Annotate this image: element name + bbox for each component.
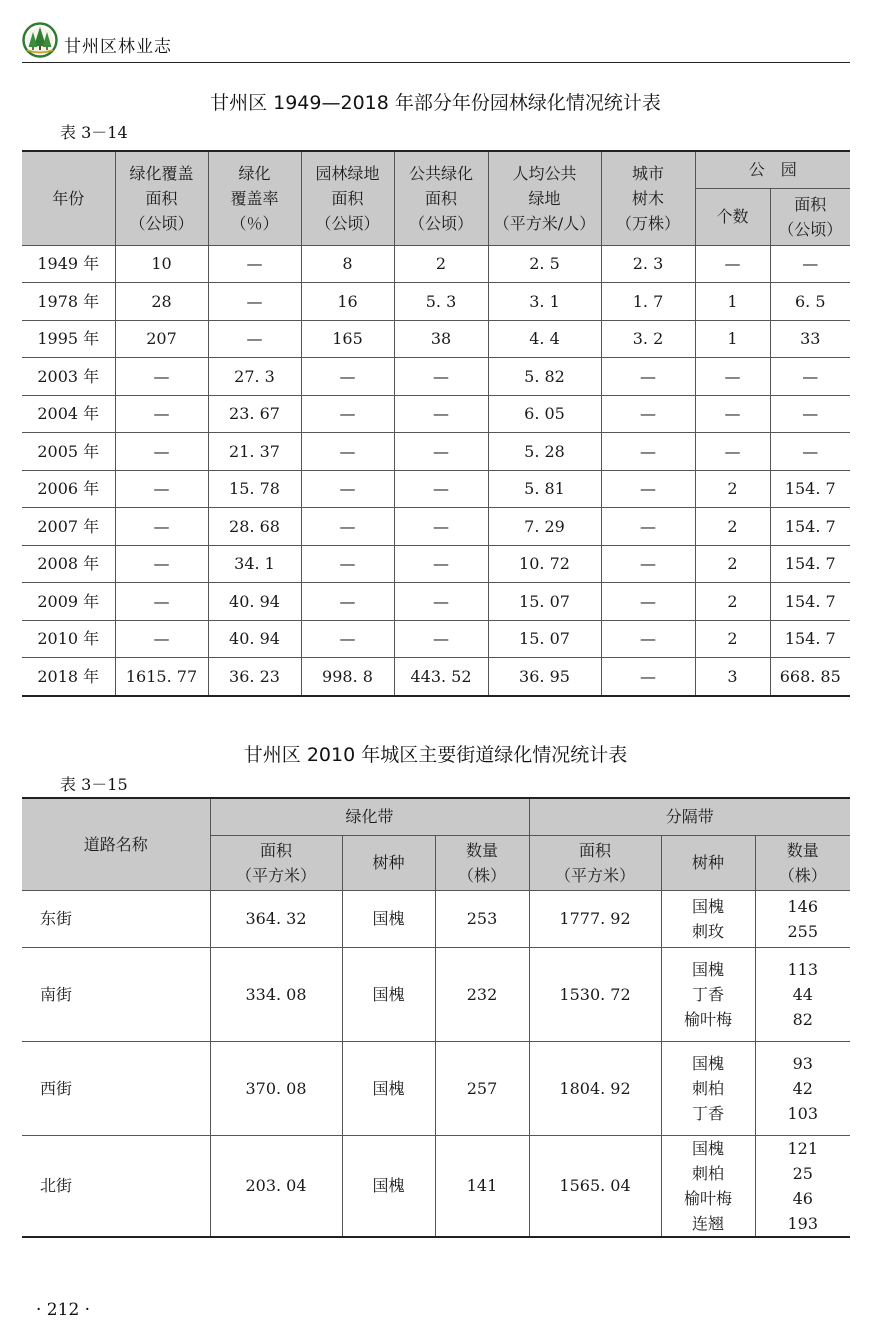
count-item: 46 xyxy=(792,1188,813,1208)
data-cell: 28 xyxy=(115,283,208,321)
data-cell: — xyxy=(208,320,301,358)
data-cell: 15. 07 xyxy=(488,620,601,658)
header-green-cover-area: 绿化覆盖 面积 （公顷） xyxy=(115,151,208,245)
data-cell: — xyxy=(601,583,695,621)
table-row xyxy=(22,620,850,658)
data-cell: — xyxy=(301,433,394,471)
data-cell: — xyxy=(115,395,208,433)
data-cell: 28. 68 xyxy=(208,508,301,546)
garden-greening-table xyxy=(22,150,850,697)
db-area-cell: 1804. 92 xyxy=(529,1041,661,1135)
page-number: · 212 · xyxy=(36,1300,91,1320)
table-row xyxy=(22,658,850,696)
gb-species-cell: 国槐 xyxy=(342,890,435,947)
year-cell: 2004 年 xyxy=(22,395,115,433)
data-cell: 443. 52 xyxy=(394,658,488,696)
data-cell: — xyxy=(695,433,770,471)
table-row xyxy=(22,508,850,546)
header-per-capita-green: 人均公共 绿地 （平方米/人） xyxy=(488,151,601,245)
data-cell: — xyxy=(208,283,301,321)
year-cell: 2007 年 xyxy=(22,508,115,546)
gb-area-cell: 364. 32 xyxy=(210,890,342,947)
count-item: 25 xyxy=(792,1163,813,1183)
count-item: 44 xyxy=(792,984,813,1004)
count-item: 82 xyxy=(792,1009,813,1029)
gb-count-cell: 141 xyxy=(435,1135,529,1237)
data-cell: 668. 85 xyxy=(770,658,850,696)
header-city-trees: 城市 树木 （万株） xyxy=(601,151,695,245)
data-cell: — xyxy=(208,245,301,283)
year-cell: 2008 年 xyxy=(22,545,115,583)
data-cell: 2 xyxy=(695,620,770,658)
db-count-cell xyxy=(755,1041,850,1135)
data-cell: 165 xyxy=(301,320,394,358)
data-cell: 6. 5 xyxy=(770,283,850,321)
data-cell: — xyxy=(301,358,394,396)
gb-area-cell: 370. 08 xyxy=(210,1041,342,1135)
table2-number: 表 3－15 xyxy=(60,775,128,794)
data-cell: 154. 7 xyxy=(770,508,850,546)
count-item: 42 xyxy=(792,1078,813,1098)
table-row xyxy=(22,1041,850,1135)
data-cell: 1. 7 xyxy=(601,283,695,321)
data-cell: — xyxy=(115,583,208,621)
data-cell: 5. 3 xyxy=(394,283,488,321)
data-cell: 36. 95 xyxy=(488,658,601,696)
data-cell: 6. 05 xyxy=(488,395,601,433)
header-park-area: 面积 （公顷） xyxy=(770,188,850,245)
data-cell: — xyxy=(394,508,488,546)
data-cell: — xyxy=(601,470,695,508)
data-cell: — xyxy=(601,658,695,696)
data-cell: 1 xyxy=(695,283,770,321)
road-name-cell: 南街 xyxy=(22,947,210,1041)
gb-count-cell: 253 xyxy=(435,890,529,947)
data-cell: — xyxy=(301,545,394,583)
year-cell: 2005 年 xyxy=(22,433,115,471)
data-cell: 36. 23 xyxy=(208,658,301,696)
table-row xyxy=(22,947,850,1041)
data-cell: 2. 5 xyxy=(488,245,601,283)
data-cell: — xyxy=(394,545,488,583)
data-cell: — xyxy=(770,358,850,396)
year-cell: 1949 年 xyxy=(22,245,115,283)
data-cell: 8 xyxy=(301,245,394,283)
data-cell: — xyxy=(601,358,695,396)
data-cell: — xyxy=(115,433,208,471)
year-cell: 2006 年 xyxy=(22,470,115,508)
species-item: 榆叶梅 xyxy=(684,1188,733,1208)
gb-count-cell: 232 xyxy=(435,947,529,1041)
year-cell: 2009 年 xyxy=(22,583,115,621)
count-item: 103 xyxy=(787,1103,819,1123)
data-cell: 998. 8 xyxy=(301,658,394,696)
data-cell: — xyxy=(770,433,850,471)
data-cell: 27. 3 xyxy=(208,358,301,396)
data-cell: 5. 28 xyxy=(488,433,601,471)
year-cell: 2018 年 xyxy=(22,658,115,696)
table-row xyxy=(22,583,850,621)
data-cell: — xyxy=(601,620,695,658)
data-cell: 23. 67 xyxy=(208,395,301,433)
header-gb-area: 面积 （平方米） xyxy=(210,835,342,890)
data-cell: 40. 94 xyxy=(208,583,301,621)
header-park: 公 园 xyxy=(695,151,850,188)
data-cell: 154. 7 xyxy=(770,583,850,621)
species-item: 丁香 xyxy=(692,1103,725,1123)
data-cell: 7. 29 xyxy=(488,508,601,546)
data-cell: — xyxy=(115,470,208,508)
data-cell: 3 xyxy=(695,658,770,696)
header-year: 年份 xyxy=(22,151,115,245)
road-name-cell: 西街 xyxy=(22,1041,210,1135)
table-row xyxy=(22,433,850,471)
count-item: 113 xyxy=(787,959,819,979)
data-cell: 154. 7 xyxy=(770,470,850,508)
db-species-cell xyxy=(661,1041,755,1135)
db-count-cell xyxy=(755,1135,850,1237)
data-cell: 2 xyxy=(695,508,770,546)
table-row xyxy=(22,890,850,947)
data-cell: — xyxy=(770,245,850,283)
table-row xyxy=(22,545,850,583)
data-cell: 5. 81 xyxy=(488,470,601,508)
data-cell: — xyxy=(601,508,695,546)
header-garden-area: 园林绿地 面积 （公顷） xyxy=(301,151,394,245)
species-item: 刺柏 xyxy=(692,1078,725,1098)
header-public-green-area: 公共绿化 面积 （公顷） xyxy=(394,151,488,245)
data-cell: 154. 7 xyxy=(770,545,850,583)
species-item: 刺玫 xyxy=(692,921,725,941)
data-cell: 3. 2 xyxy=(601,320,695,358)
data-cell: 4. 4 xyxy=(488,320,601,358)
data-cell: — xyxy=(695,395,770,433)
data-cell: — xyxy=(394,358,488,396)
header-db-area: 面积 （平方米） xyxy=(529,835,661,890)
data-cell: — xyxy=(301,620,394,658)
data-cell: 10. 72 xyxy=(488,545,601,583)
count-item: 193 xyxy=(787,1213,819,1233)
data-cell: — xyxy=(601,395,695,433)
data-cell: 15. 07 xyxy=(488,583,601,621)
db-count-cell xyxy=(755,890,850,947)
data-cell: — xyxy=(601,545,695,583)
header-green-belt: 绿化带 xyxy=(210,798,529,835)
table-row xyxy=(22,283,850,321)
gb-species-cell: 国槐 xyxy=(342,947,435,1041)
year-cell: 2003 年 xyxy=(22,358,115,396)
data-cell: 2 xyxy=(695,470,770,508)
header-green-cover-rate: 绿化 覆盖率 （％） xyxy=(208,151,301,245)
data-cell: — xyxy=(301,470,394,508)
header-db-count: 数量 （株） xyxy=(755,835,850,890)
count-item: 121 xyxy=(787,1138,819,1158)
table1-title: 甘州区 1949—2018 年部分年份园林绿化情况统计表 xyxy=(210,92,661,114)
street-greening-table xyxy=(22,797,850,1238)
header-db-species: 树种 xyxy=(661,835,755,890)
road-name-cell: 东街 xyxy=(22,890,210,947)
forest-emblem-icon xyxy=(22,22,58,58)
data-cell: — xyxy=(115,545,208,583)
data-cell: 154. 7 xyxy=(770,620,850,658)
data-cell: 2 xyxy=(695,583,770,621)
data-cell: 2 xyxy=(394,245,488,283)
data-cell: — xyxy=(695,245,770,283)
db-species-cell xyxy=(661,947,755,1041)
year-cell: 2010 年 xyxy=(22,620,115,658)
db-count-cell xyxy=(755,947,850,1041)
header-divider-belt: 分隔带 xyxy=(529,798,850,835)
data-cell: — xyxy=(115,508,208,546)
gb-species-cell: 国槐 xyxy=(342,1041,435,1135)
data-cell: — xyxy=(601,433,695,471)
species-item: 国槐 xyxy=(692,1053,725,1073)
data-cell: 2. 3 xyxy=(601,245,695,283)
data-cell: 5. 82 xyxy=(488,358,601,396)
db-species-cell xyxy=(661,1135,755,1237)
data-cell: 33 xyxy=(770,320,850,358)
header-park-count: 个数 xyxy=(695,188,770,245)
header-gb-count: 数量 （株） xyxy=(435,835,529,890)
gb-area-cell: 203. 04 xyxy=(210,1135,342,1237)
data-cell: 15. 78 xyxy=(208,470,301,508)
table-row xyxy=(22,470,850,508)
data-cell: 40. 94 xyxy=(208,620,301,658)
count-item: 146 xyxy=(787,896,819,916)
data-cell: 207 xyxy=(115,320,208,358)
running-header xyxy=(22,22,850,63)
table-row xyxy=(22,320,850,358)
data-cell: 38 xyxy=(394,320,488,358)
data-cell: — xyxy=(301,395,394,433)
data-cell: 2 xyxy=(695,545,770,583)
data-cell: — xyxy=(394,433,488,471)
data-cell: — xyxy=(394,470,488,508)
data-cell: 16 xyxy=(301,283,394,321)
gb-count-cell: 257 xyxy=(435,1041,529,1135)
data-cell: 21. 37 xyxy=(208,433,301,471)
data-cell: — xyxy=(394,395,488,433)
header-road-name: 道路名称 xyxy=(22,798,210,890)
data-cell: — xyxy=(770,395,850,433)
data-cell: — xyxy=(115,620,208,658)
species-item: 国槐 xyxy=(692,1138,725,1158)
data-cell: 10 xyxy=(115,245,208,283)
species-item: 国槐 xyxy=(692,896,725,916)
table1-number: 表 3－14 xyxy=(60,123,128,142)
data-cell: 1 xyxy=(695,320,770,358)
header-gb-species: 树种 xyxy=(342,835,435,890)
species-item: 国槐 xyxy=(692,959,725,979)
year-cell: 1978 年 xyxy=(22,283,115,321)
table-row xyxy=(22,358,850,396)
species-item: 刺柏 xyxy=(692,1163,725,1183)
data-cell: — xyxy=(695,358,770,396)
count-item: 255 xyxy=(787,921,819,941)
db-area-cell: 1530. 72 xyxy=(529,947,661,1041)
gb-area-cell: 334. 08 xyxy=(210,947,342,1041)
data-cell: — xyxy=(301,508,394,546)
db-species-cell xyxy=(661,890,755,947)
data-cell: — xyxy=(394,583,488,621)
data-cell: 34. 1 xyxy=(208,545,301,583)
table-row xyxy=(22,395,850,433)
count-item: 93 xyxy=(792,1053,813,1073)
data-cell: 1615. 77 xyxy=(115,658,208,696)
data-cell: 3. 1 xyxy=(488,283,601,321)
data-cell: — xyxy=(115,358,208,396)
db-area-cell: 1565. 04 xyxy=(529,1135,661,1237)
data-cell: — xyxy=(301,583,394,621)
year-cell: 1995 年 xyxy=(22,320,115,358)
species-item: 榆叶梅 xyxy=(684,1009,733,1029)
db-area-cell: 1777. 92 xyxy=(529,890,661,947)
species-item: 连翘 xyxy=(692,1213,725,1233)
data-cell: — xyxy=(394,620,488,658)
gb-species-cell: 国槐 xyxy=(342,1135,435,1237)
table-row xyxy=(22,1135,850,1237)
table2-title: 甘州区 2010 年城区主要街道绿化情况统计表 xyxy=(243,744,628,766)
road-name-cell: 北街 xyxy=(22,1135,210,1237)
table-row xyxy=(22,245,850,283)
species-item: 丁香 xyxy=(692,984,725,1004)
book-title: 甘州区林业志 xyxy=(64,37,172,57)
